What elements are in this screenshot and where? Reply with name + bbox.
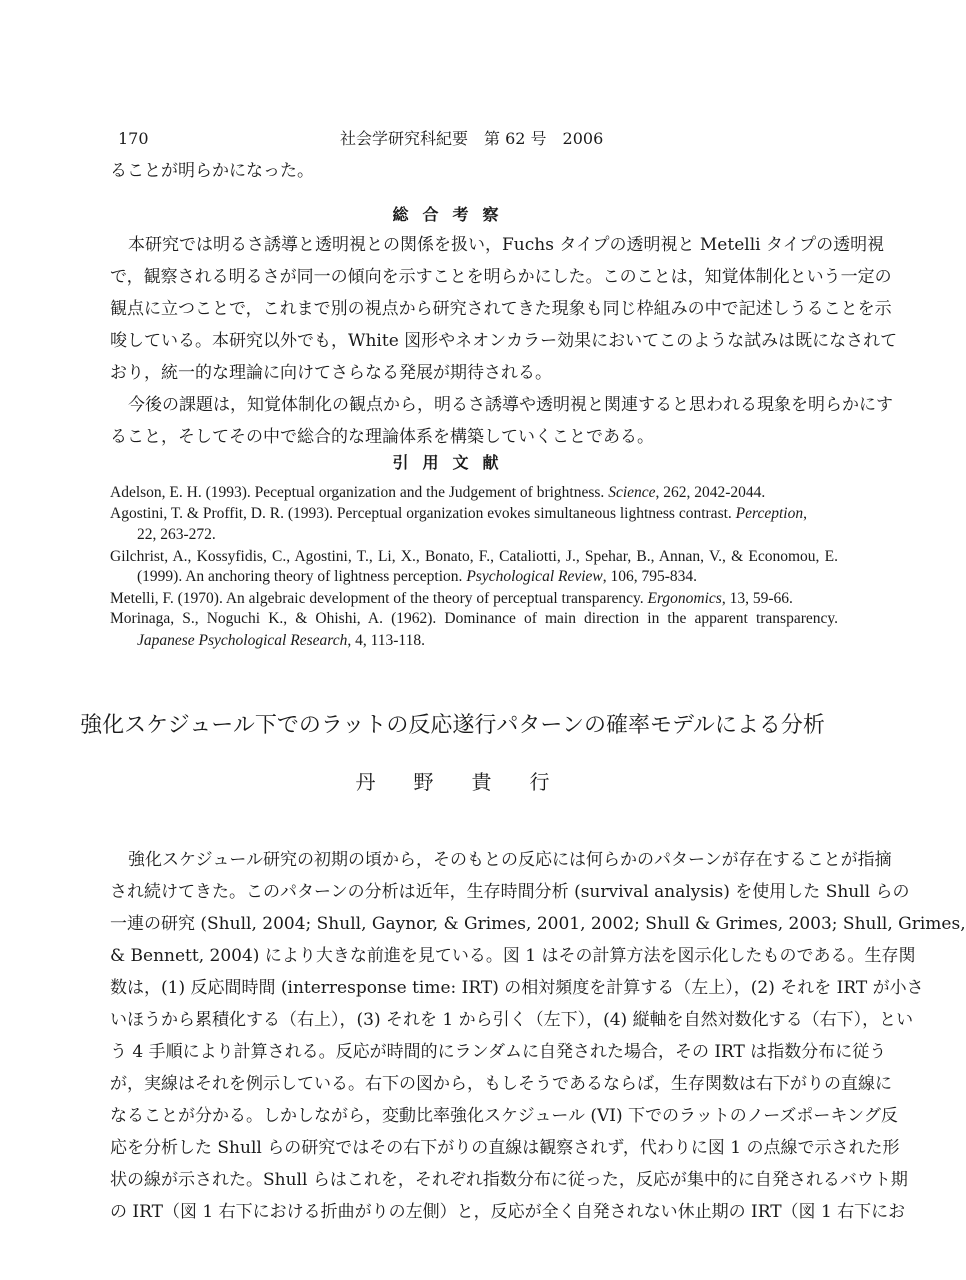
paragraph-line: 状の線が示された。Shull らはこれを，それぞれ指数分布に従った，反応が集中的に自発されるバウト期 bbox=[110, 1170, 908, 1190]
paragraph-line: おり，統一的な理論に向けてさらなる発展が期待される。 bbox=[110, 363, 552, 383]
paragraph-line: う 4 手順により計算される。反応が時間的にランダムに自発された場合，その IRT は指数分布に従う bbox=[110, 1042, 887, 1062]
reference-continuation: 22, 263-272. bbox=[137, 526, 216, 543]
paragraph-line: 観点に立つことで，これまで別の視点から研究されてきた現象も同じ枠組みの中で記述しうることを示 bbox=[110, 299, 892, 319]
paragraph-line: ること，そしてその中で総合的な理論体系を構築していくことである。 bbox=[110, 427, 654, 447]
reference-continuation bbox=[137, 630, 838, 652]
reference-item: Gilchrist, A., Kossyfidis, C., Agostini, T., Li, X., Bonato, F., Cataliotti, J., Spehar, B., Annan, V., & Economou, E. bbox=[110, 548, 838, 565]
reference-text: Agostini, T. & Proffit, D. R. (1993). Perceptual organization evokes simultaneous lightness contrast. bbox=[110, 505, 736, 522]
reference-item bbox=[110, 482, 838, 504]
carryover-text: ることが明らかになった。 bbox=[110, 161, 314, 181]
paragraph-line: の IRT（図 1 右下における折曲がりの左側）と，反応が全く自発されない休止期の IRT（図 1 右下にお bbox=[110, 1202, 906, 1222]
paragraph-line: が，実線はそれを例示している。右下の図から，もしそうであるならば，生存関数は右下がりの直線に bbox=[110, 1074, 892, 1094]
reference-continuation bbox=[137, 566, 838, 588]
reference-tail: , bbox=[803, 505, 807, 522]
article-author: 丹野貴行 bbox=[355, 770, 588, 794]
reference-journal: Ergonomics bbox=[647, 590, 722, 607]
article-title: 強化スケジュール下でのラットの反応遂行パターンの確率モデルによる分析 bbox=[80, 713, 825, 738]
reference-tail: , 4, 113-118. bbox=[347, 632, 425, 649]
paragraph-line: & Bennett, 2004) により大きな前進を見ている。図 1 はその計算方法を図示化したものである。生存関 bbox=[110, 946, 916, 966]
reference-item bbox=[110, 588, 838, 610]
reference-journal: Science bbox=[608, 484, 656, 501]
page-number: 170 bbox=[118, 129, 149, 148]
reference-journal: Psychological Review bbox=[466, 568, 603, 585]
paragraph-line: 今後の課題は，知覚体制化の観点から，明るさ誘導や透明視と関連すると思われる現象を明らかにす bbox=[128, 395, 893, 415]
paragraph-line: なることが分かる。しかしながら，変動比率強化スケジュール (VI) 下でのラットのノーズポーキング反 bbox=[110, 1106, 898, 1126]
paragraph-line: 一連の研究 (Shull, 2004; Shull, Gaynor, & Grimes, 2001, 2002; Shull & Grimes, 2003; Shull, Grimes, bbox=[110, 914, 966, 934]
reference-tail: , 106, 795-834. bbox=[602, 568, 698, 585]
paragraph-line: いほうから累積化する（右上），(3) それを 1 から引く（左下），(4) 縦軸を自然対数化する（右下），とい bbox=[110, 1010, 914, 1030]
paragraph-line: で，観察される明るさが同一の傾向を示すことを明らかにした。このことは，知覚体制化という一定の bbox=[110, 267, 892, 287]
paragraph-line: 応を分析した Shull らの研究ではその右下がりの直線は観察されず，代わりに図 1 の点線で示された形 bbox=[110, 1138, 900, 1158]
section-heading-references: 引用文献 bbox=[392, 453, 513, 472]
paragraph-line: 本研究では明るさ誘導と透明視との関係を扱い，Fuchs タイプの透明視と Metelli タイプの透明視 bbox=[128, 235, 885, 255]
reference-item: Morinaga, S., Noguchi K., & Ohishi, A. (1962). Dominance of main direction in the apparent transparency. bbox=[110, 610, 838, 627]
reference-journal: Japanese Psychological Research bbox=[137, 632, 348, 649]
running-header: 社会学研究科紀要 第 62 号 2006 bbox=[340, 129, 604, 148]
reference-tail: , 13, 59-66. bbox=[721, 590, 793, 607]
paragraph-line: 数は，(1) 反応間時間 (interresponse time: IRT) の相対頻度を計算する（左上），(2) それを IRT が小さ bbox=[110, 978, 924, 998]
reference-text: (1999). An anchoring theory of lightness perception. bbox=[137, 568, 467, 585]
paragraph-line: され続けてきた。このパターンの分析は近年，生存時間分析 (survival analysis) を使用した Shull らの bbox=[110, 882, 910, 902]
reference-text: Metelli, F. (1970). An algebraic development of the theory of perceptual transparency. bbox=[110, 590, 648, 607]
paragraph-line: 強化スケジュール研究の初期の頃から，そのもとの反応には何らかのパターンが存在することが指摘 bbox=[128, 850, 892, 870]
reference-item bbox=[110, 503, 838, 525]
section-heading-discussion: 総合考察 bbox=[392, 205, 513, 224]
reference-journal: Perception bbox=[735, 505, 804, 522]
paragraph-line: 唆している。本研究以外でも，White 図形やネオンカラー効果においてこのような試みは既になされて bbox=[110, 331, 898, 351]
reference-text: Adelson, E. H. (1993). Peceptual organization and the Judgement of brightness. bbox=[110, 484, 609, 501]
reference-tail: , 262, 2042-2044. bbox=[655, 484, 766, 501]
